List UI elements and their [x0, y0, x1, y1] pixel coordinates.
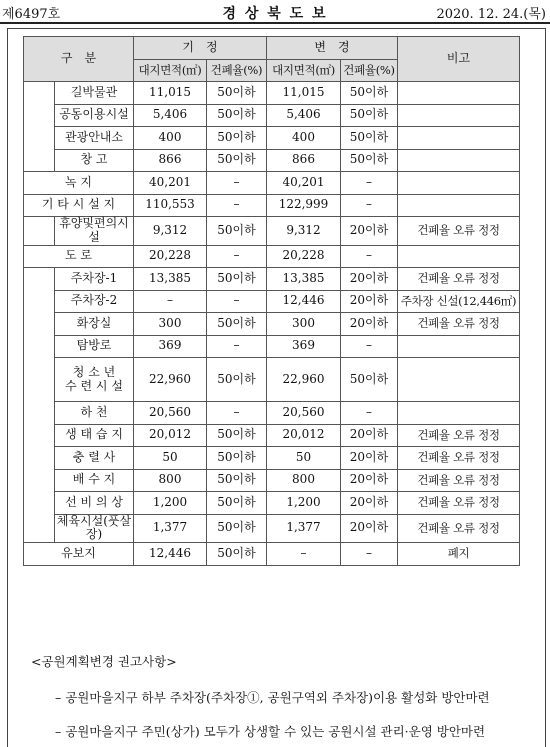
facility-name: 녹 지: [24, 172, 134, 195]
ratio-existing: 50이하: [207, 127, 267, 150]
table-row: [24, 313, 520, 336]
ratio-existing: –: [207, 194, 267, 217]
table-row: [24, 358, 520, 402]
table-row: [24, 104, 520, 127]
remark: 건폐율 오류 정정: [398, 514, 520, 543]
ratio-existing: 50이하: [207, 104, 267, 127]
ratio-existing: –: [207, 335, 267, 358]
ratio-existing: 50이하: [207, 313, 267, 336]
area-changed: 369: [267, 335, 341, 358]
col-header-area-changed: 대지면적(㎡): [267, 60, 341, 82]
row-indent-cell: [24, 358, 55, 402]
ratio-existing: 50이하: [207, 217, 267, 246]
area-changed: 50: [267, 447, 341, 470]
facility-name: 탐방로: [55, 335, 134, 358]
row-indent-cell: [24, 447, 55, 470]
row-indent-cell: [24, 82, 55, 105]
row-indent-cell: [24, 127, 55, 150]
area-existing: 369: [134, 335, 207, 358]
area-changed: 866: [267, 149, 341, 172]
ratio-changed: 20이하: [341, 313, 398, 336]
area-existing: 20,228: [134, 245, 207, 268]
remark: [398, 82, 520, 105]
ratio-changed: –: [341, 172, 398, 195]
table-row: [24, 290, 520, 313]
ratio-existing: –: [207, 290, 267, 313]
facility-name: 화장실: [55, 313, 134, 336]
area-existing: 11,015: [134, 82, 207, 105]
row-indent-cell: [24, 268, 55, 291]
area-existing: 110,553: [134, 194, 207, 217]
facility-name: 관광안내소: [55, 127, 134, 150]
table-row: [24, 127, 520, 150]
area-changed: 20,228: [267, 245, 341, 268]
facility-name: 창 고: [55, 149, 134, 172]
ratio-changed: 20이하: [341, 447, 398, 470]
area-existing: 1,200: [134, 492, 207, 515]
area-existing: –: [134, 290, 207, 313]
ratio-changed: –: [341, 402, 398, 425]
ratio-changed: –: [341, 543, 398, 566]
area-existing: 20,560: [134, 402, 207, 425]
table-row: [24, 447, 520, 470]
area-changed: 40,201: [267, 172, 341, 195]
facility-name: 주차장-1: [55, 268, 134, 291]
ratio-existing: 50이하: [207, 358, 267, 402]
area-existing: 400: [134, 127, 207, 150]
col-header-area-existing: 대지면적(㎡): [134, 60, 207, 82]
row-indent-cell: [24, 424, 55, 447]
table-row: [24, 514, 520, 543]
recommendations-title: <공원계획변경 권고사항>: [31, 654, 177, 669]
table-row: [24, 217, 520, 246]
issue-date: 2020. 12. 24.(목): [436, 7, 546, 22]
area-existing: 866: [134, 149, 207, 172]
remark: 건폐율 오류 정정: [398, 268, 520, 291]
facility-name-line: 청 소 년: [72, 364, 116, 379]
ratio-changed: 50이하: [341, 104, 398, 127]
ratio-changed: 50이하: [341, 358, 398, 402]
area-existing: 1,377: [134, 514, 207, 543]
issue-number: 제6497호: [2, 7, 61, 22]
table-row: [24, 543, 520, 566]
row-indent-cell: [24, 290, 55, 313]
table-row: [24, 424, 520, 447]
row-indent-cell: [24, 469, 55, 492]
remark: [398, 335, 520, 358]
facility-name: [55, 358, 134, 402]
row-indent-cell: [24, 313, 55, 336]
facility-name: 휴양및편의시설: [55, 217, 134, 246]
table-row: [24, 402, 520, 425]
ratio-changed: –: [341, 194, 398, 217]
area-changed: 1,377: [267, 514, 341, 543]
row-indent-cell: [24, 514, 55, 543]
ratio-changed: 20이하: [341, 217, 398, 246]
ratio-changed: 20이하: [341, 424, 398, 447]
ratio-existing: 50이하: [207, 514, 267, 543]
remark: 건폐율 오류 정정: [398, 447, 520, 470]
area-changed: 1,200: [267, 492, 341, 515]
area-existing: 22,960: [134, 358, 207, 402]
area-changed: 20,560: [267, 402, 341, 425]
row-indent-cell: [24, 149, 55, 172]
facility-change-table: [23, 36, 520, 566]
area-changed: 11,015: [267, 82, 341, 105]
header-divider: [0, 22, 550, 24]
ratio-changed: 20이하: [341, 514, 398, 543]
recommendation-item: – 공원마을지구 하부 주차장(주차장①, 공원구역외 주차장)이용 활성화 방안마련: [55, 690, 490, 705]
area-changed: 9,312: [267, 217, 341, 246]
facility-name: 충 렬 사: [55, 447, 134, 470]
ratio-existing: 50이하: [207, 149, 267, 172]
facility-name: 기 타 시 설 지: [24, 194, 134, 217]
remark: [398, 358, 520, 402]
col-header-category: 구 분: [24, 37, 134, 82]
col-header-changed: 변 경: [267, 37, 398, 60]
facility-name: 하 천: [55, 402, 134, 425]
ratio-existing: –: [207, 172, 267, 195]
gazette-title: 경 상 북 도 보: [222, 6, 328, 22]
row-indent-cell: [24, 402, 55, 425]
remark: 건폐율 오류 정정: [398, 424, 520, 447]
facility-name-line: 수 련 시 설: [65, 378, 123, 393]
recommendation-item: – 공원마을지구 주민(상가) 모두가 상생할 수 있는 공원시설 관리·운영 방안마련: [55, 724, 486, 739]
facility-name: 길박물관: [55, 82, 134, 105]
ratio-existing: 50이하: [207, 82, 267, 105]
ratio-existing: 50이하: [207, 424, 267, 447]
facility-name: 체육시설(풋살장): [55, 514, 134, 543]
ratio-existing: 50이하: [207, 469, 267, 492]
area-existing: 40,201: [134, 172, 207, 195]
ratio-changed: 50이하: [341, 149, 398, 172]
area-existing: 13,385: [134, 268, 207, 291]
row-indent-cell: [24, 335, 55, 358]
ratio-changed: 50이하: [341, 82, 398, 105]
area-existing: 12,446: [134, 543, 207, 566]
remark: [398, 127, 520, 150]
remark: 건폐율 오류 정정: [398, 313, 520, 336]
table-row: [24, 245, 520, 268]
table-row: [24, 268, 520, 291]
ratio-existing: 50이하: [207, 447, 267, 470]
row-indent-cell: [24, 217, 55, 246]
facility-name: 선 비 의 상: [55, 492, 134, 515]
ratio-existing: –: [207, 402, 267, 425]
facility-name: 공동이용시설: [55, 104, 134, 127]
remark: [398, 149, 520, 172]
area-changed: 800: [267, 469, 341, 492]
col-header-existing: 기 정: [134, 37, 267, 60]
ratio-changed: –: [341, 335, 398, 358]
ratio-existing: 50이하: [207, 268, 267, 291]
area-changed: –: [267, 543, 341, 566]
area-changed: 122,999: [267, 194, 341, 217]
area-changed: 400: [267, 127, 341, 150]
area-existing: 5,406: [134, 104, 207, 127]
remark: [398, 104, 520, 127]
remark: 폐지: [398, 543, 520, 566]
remark: [398, 245, 520, 268]
area-existing: 50: [134, 447, 207, 470]
area-changed: 5,406: [267, 104, 341, 127]
remark: 건폐율 오류 정정: [398, 469, 520, 492]
ratio-existing: 50이하: [207, 543, 267, 566]
ratio-changed: 20이하: [341, 290, 398, 313]
area-existing: 800: [134, 469, 207, 492]
facility-name: 도 로: [24, 245, 134, 268]
table-row: [24, 194, 520, 217]
facility-name: 주차장-2: [55, 290, 134, 313]
facility-name: 유보지: [24, 543, 134, 566]
ratio-existing: –: [207, 245, 267, 268]
area-existing: 9,312: [134, 217, 207, 246]
remark: [398, 172, 520, 195]
gazette-header: [0, 0, 550, 22]
col-header-ratio-existing: 건폐율(%): [207, 60, 267, 82]
row-indent-cell: [24, 492, 55, 515]
table-row: [24, 149, 520, 172]
table-row: [24, 82, 520, 105]
col-header-ratio-changed: 건폐율(%): [341, 60, 398, 82]
col-header-remarks: 비고: [398, 37, 520, 82]
area-existing: 300: [134, 313, 207, 336]
facility-name: 생 태 습 지: [55, 424, 134, 447]
remark: [398, 194, 520, 217]
row-indent-cell: [24, 104, 55, 127]
area-changed: 22,960: [267, 358, 341, 402]
ratio-changed: 20이하: [341, 268, 398, 291]
remark: [398, 402, 520, 425]
area-changed: 13,385: [267, 268, 341, 291]
ratio-changed: 50이하: [341, 127, 398, 150]
table-row: [24, 492, 520, 515]
ratio-existing: 50이하: [207, 492, 267, 515]
ratio-changed: 20이하: [341, 469, 398, 492]
facility-name: 배 수 지: [55, 469, 134, 492]
area-changed: 20,012: [267, 424, 341, 447]
ratio-changed: –: [341, 245, 398, 268]
table-row: [24, 469, 520, 492]
area-changed: 12,446: [267, 290, 341, 313]
area-changed: 300: [267, 313, 341, 336]
remark: 건폐율 오류 정정: [398, 217, 520, 246]
remark: 주차장 신설(12,446㎡): [398, 290, 520, 313]
table-row: [24, 172, 520, 195]
remark: 건폐율 오류 정정: [398, 492, 520, 515]
table-row: [24, 335, 520, 358]
ratio-changed: 20이하: [341, 492, 398, 515]
area-existing: 20,012: [134, 424, 207, 447]
